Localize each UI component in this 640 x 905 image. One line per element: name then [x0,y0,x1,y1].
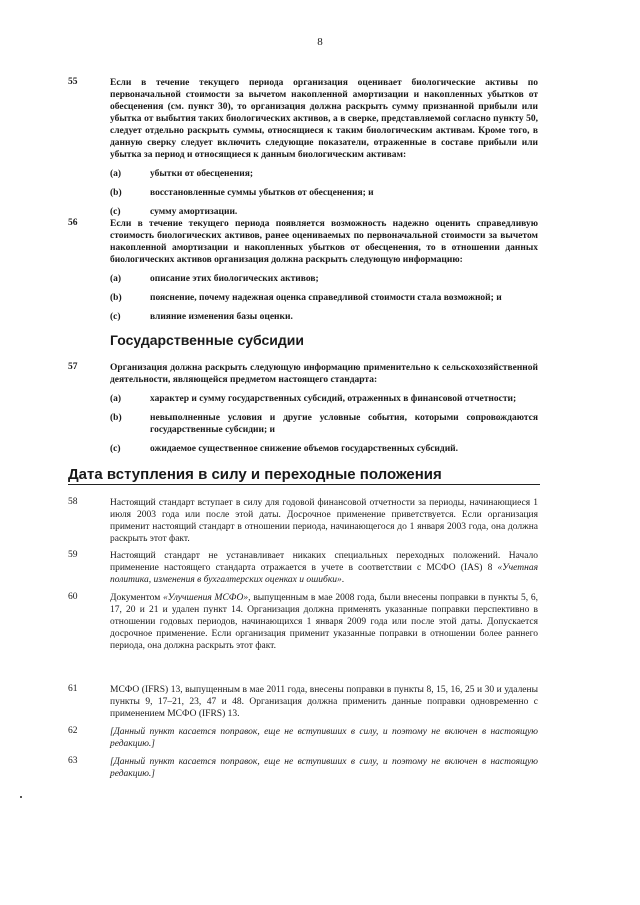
list-item-text: характер и сумму государственных субсидий, отраженных в финансовой отчетности; [150,394,517,404]
list-item-text: невыполненные условия и другие условные события, которыми сопровождаются государственные субсидии; и [150,413,538,435]
paragraph-text: Организация должна раскрыть следующую информацию применительно к сельскохозяйственной деятельности, являющейся предметом настоящего стандарта: [110,363,538,385]
list-item-text: ожидаемое существенное снижение объемов государственных субсидий. [150,444,459,454]
paragraph-57 [0,362,640,455]
list-item [0,393,640,405]
paragraph-text [110,550,538,586]
list-item-label: (c) [110,312,121,322]
paragraph-text: МСФО (IFRS) 13, выпущенным в мае 2011 года, внесены поправки в пункты 8, 15, 16, 25 и 30 и удалены пункты 9, 17–21, 23, 47 и 48. Организация должна применить данные поправки одновременно с применением МСФО (IFRS) 13. [110,685,538,719]
paragraph-number: 62 [68,726,78,736]
list-item [0,292,640,304]
paragraph-text: Если в течение текущего периода организация оценивает биологические активы по первоначальной стоимости за вычетом накопленной амортизации и накопленных убытков от обесценения (см. пункт 30), то организация должна раскрыть сумму признанной прибыли или убытка от выбытия таких биологических активов, а в сверке, представляемой согласно пункту 50, следует отдельно раскрыть суммы, относящиеся к таким биологическим активам. Кроме того, в данную сверку следует включить следующие показатели, отраженные в составе прибыли или убытка за период и относящиеся к данным биологическим активам: [110,78,538,160]
list-item-text: пояснение, почему надежная оценка справедливой стоимости стала возможной; и [150,293,502,303]
document-title-italic: «Улучшения МСФО» [163,593,249,603]
paragraph-number: 63 [68,756,78,766]
paragraph-number: 60 [68,592,78,602]
paragraph-text: Настоящий стандарт вступает в силу для годовой финансовой отчетности за периоды, начинающиеся 1 июля 2003 года или после этой даты. Досрочное применение приветствуется. Если организация применит настоящий стандарт в отношении периода, начинающегося до 1 января 2003 года, она должна раскрыть этот факт. [110,498,538,544]
list-item-text: описание этих биологических активов; [150,274,319,284]
list-item [0,273,640,285]
paragraph-number: 59 [68,550,78,560]
paragraph-number: 57 [68,362,78,372]
list-item-label: (b) [110,293,122,303]
section-heading-effective-date: Дата вступления в силу и переходные положения [68,466,540,485]
paragraph-number: 58 [68,497,78,507]
paragraph-text: [Данный пункт касается поправок, еще не вступивших в силу, и поэтому не включен в настоящую редакцию.] [110,757,538,779]
paragraph-text-part: Настоящий стандарт не устанавливает никаких специальных переходных положений. Начало применение настоящего стандарта отражается в учете в соответствии с МСФО (IAS) 8 [110,551,538,573]
paragraph-56 [0,218,640,323]
list-item-label: (a) [110,274,122,284]
page-number: 8 [317,36,323,48]
list-item-label: (a) [110,169,122,179]
paragraph-text-part: , выпущенным в мае 2008 года, были внесены поправки в пункты 5, 6, 17, 20 и 21 и удален пункт 14. Организация должна применять указанные поправки перспективно в отношении годовых периодов, начинающихся 1 января 2009 года или после этой даты. Допускается досрочное применение. Если организация применит указанные поправки в отношении более раннего периода, она должна раскрыть этот факт. [110,593,538,651]
list-item [0,443,640,455]
section-heading-subsidies: Государственные субсидии [110,332,304,348]
list-item [0,168,640,180]
paragraph-number: 55 [68,77,78,87]
list-item-text: восстановленные суммы убытков от обесценения; и [150,188,374,198]
paragraph-55 [0,77,640,218]
paragraph-text-part: . [341,575,345,585]
paragraph-number: 56 [68,218,78,228]
paragraph-text-part: Документом [110,593,164,603]
paragraph-62 [0,726,640,750]
paragraph-text: Если в течение текущего периода появляется возможность надежно оценить справедливую стоимость биологических активов, ранее оцениваемых по первоначальной стоимости за вычетом накопленной амортизации и накопленных убытков от обесценения, то в отношении данных биологических активов организация должна раскрыть следующую информацию: [110,219,538,265]
paragraph-number: 61 [68,684,78,694]
paragraph-59 [0,550,640,586]
list-item-label: (c) [110,207,121,217]
list-item [0,187,640,199]
paragraph-text: [Данный пункт касается поправок, еще не вступивших в силу, и поэтому не включен в настоящую редакцию.] [110,727,538,749]
scan-speck [20,796,22,798]
list-item-label: (a) [110,394,122,404]
list-item-text: сумму амортизации. [150,207,238,217]
list-item-text: убытки от обесценения; [150,169,254,179]
list-item-label: (b) [110,413,122,423]
list-item-label: (c) [110,444,121,454]
paragraph-60 [0,592,640,652]
paragraph-58 [0,497,640,545]
list-item [0,412,640,436]
paragraph-63 [0,756,640,780]
list-item [0,311,640,323]
paragraph-61 [0,684,640,720]
document-title-italic: «Учетная политика, изменения в бухгалтерских оценках и ошибки» [110,563,538,585]
list-item [0,206,640,218]
list-item-text: влияние изменения базы оценки. [150,312,293,322]
paragraph-text [110,592,538,652]
list-item-label: (b) [110,188,122,198]
